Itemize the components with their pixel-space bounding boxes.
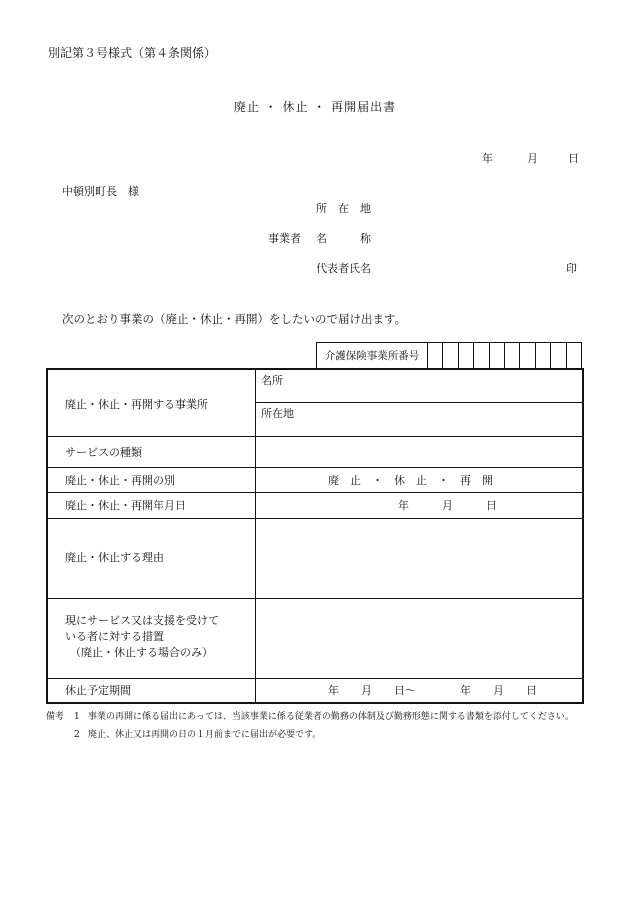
row-divider-name-location [255, 402, 582, 403]
office-number-label: 介護保険事業所番号 [317, 343, 428, 368]
note-item [46, 728, 586, 742]
office-number-digit[interactable] [443, 343, 458, 368]
row-divider [48, 598, 582, 599]
date-day: 日 [568, 152, 579, 165]
office-number-digit[interactable] [520, 343, 535, 368]
notes [46, 710, 586, 742]
row-divider [48, 492, 582, 493]
label-office-name: 名所 [261, 374, 283, 387]
office-number-digit[interactable] [490, 343, 505, 368]
applicant-location-label: 所 在 地 [316, 202, 371, 215]
date-fields: 年 月 日 [398, 499, 497, 512]
office-number-box [316, 342, 582, 368]
intro-text: 次のとおり事業の（廃止・休止・再開）をしたいので届け出ます。 [62, 312, 407, 326]
label-measures-2: いる者に対する措置 [65, 630, 164, 643]
note-text: 事業の再開に係る届出にあっては、当該事業に係る従業者の勤務の体制及び勤務形態に関する書類を添付してください。 [88, 712, 574, 722]
applicant-rep-label: 代表者氏名 [316, 262, 371, 275]
column-divider [255, 370, 256, 702]
label-reason: 廃止・休止する理由 [65, 551, 164, 564]
note-number: 2 [74, 730, 80, 740]
label-office: 廃止・休止・再開する事業所 [65, 398, 208, 411]
date-year: 年 [482, 152, 493, 165]
office-number-digit[interactable] [459, 343, 474, 368]
office-number-digit[interactable] [551, 343, 566, 368]
note-text: 廃止、休止又は再開の日の１月前までに届出が必要です。 [88, 730, 322, 740]
seal-mark: 印 [566, 262, 577, 275]
office-number-digit[interactable] [428, 343, 443, 368]
form-title: 廃止 ・ 休止 ・ 再開届出書 [233, 100, 397, 114]
notification-table [46, 368, 584, 704]
office-number-digit[interactable] [567, 343, 581, 368]
date-month: 月 [527, 152, 538, 165]
suspension-period-fields: 年 月 日～ 年 月 日 [328, 684, 537, 697]
applicant-name-label: 名 称 [316, 232, 371, 245]
label-service-type: サービスの種類 [65, 446, 142, 459]
row-divider [48, 518, 582, 519]
label-measures-3: （廃止・休止する場合のみ） [70, 646, 213, 659]
label-category: 廃止・休止・再開の別 [65, 474, 175, 487]
row-divider [48, 678, 582, 679]
category-options[interactable]: 廃 止 ・ 休 止 ・ 再 開 [328, 474, 493, 487]
office-number-digit[interactable] [474, 343, 489, 368]
form-header: 別記第３号様式（第４条関係） [48, 46, 217, 60]
note-item [46, 710, 586, 724]
label-date: 廃止・休止・再開年月日 [65, 499, 186, 512]
row-divider [48, 467, 582, 468]
office-number-digit[interactable] [505, 343, 520, 368]
addressee: 中頓別町長 様 [62, 185, 139, 198]
label-office-location: 所在地 [261, 407, 294, 420]
label-suspension-period: 休止予定期間 [65, 684, 131, 697]
office-number-digit[interactable] [536, 343, 551, 368]
note-number: 1 [74, 712, 80, 722]
label-measures-1: 現にサービス又は支援を受けて [65, 614, 219, 627]
applicant-business-label: 事業者 [268, 232, 301, 245]
row-divider [48, 436, 582, 437]
notes-title: 備考 [46, 712, 65, 722]
